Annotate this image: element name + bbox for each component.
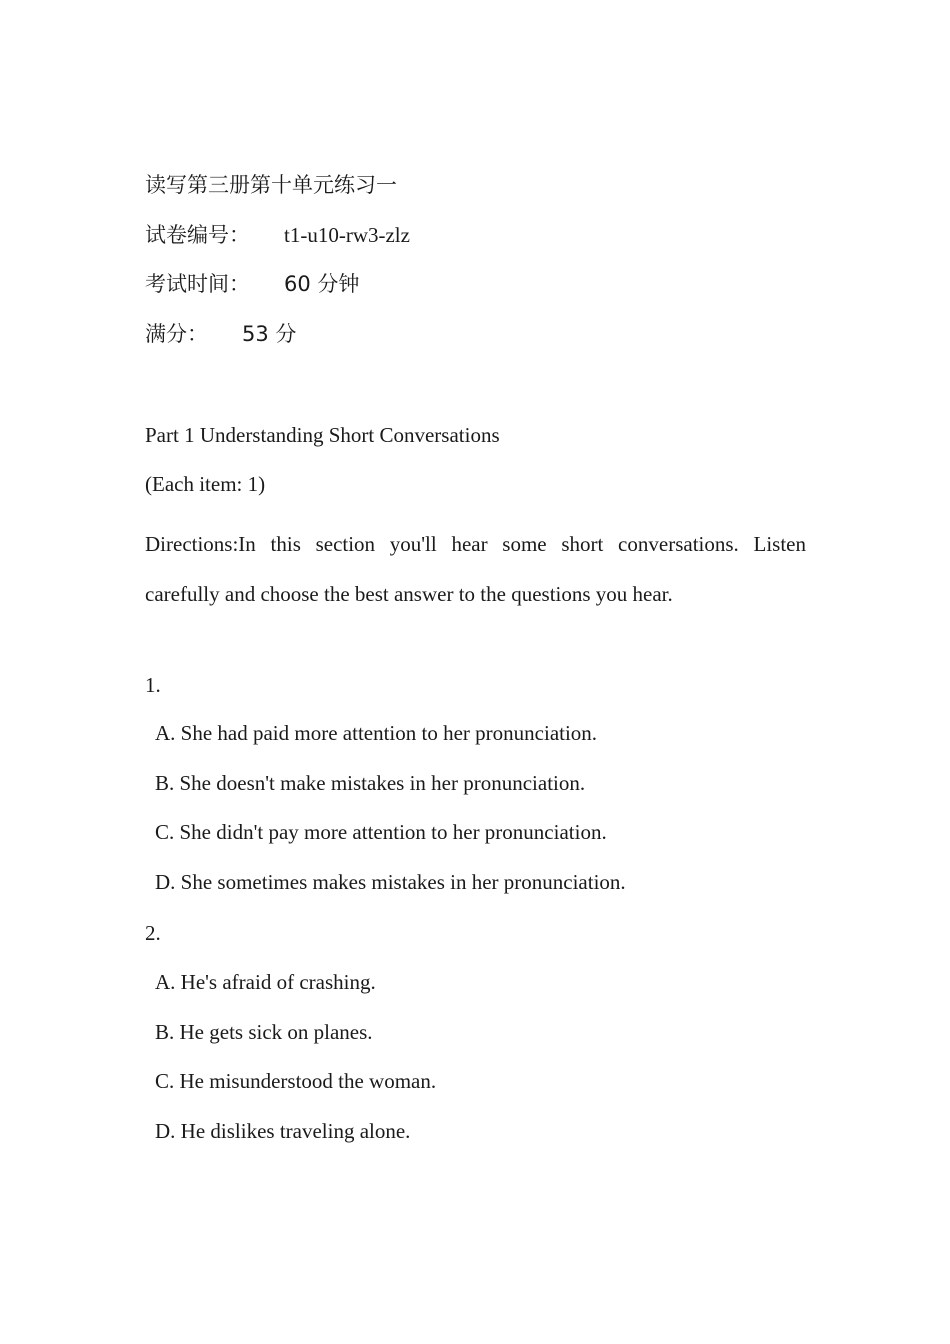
full-score-row [145,321,296,347]
part-title: Part 1 Understanding Short Conversations [145,423,500,447]
answer-option: C. He misunderstood the woman. [155,1069,437,1093]
full-score-value: 53 分 [242,322,297,346]
exam-title: 读写第三册第十单元练习一 [145,173,397,197]
question-number: 1. [145,673,161,697]
paper-id-label: 试卷编号： [145,223,250,247]
paper-id-value: t1-u10-rw3-zlz [284,223,410,247]
answer-option: B. He gets sick on planes. [155,1020,373,1044]
answer-option: A. She had paid more attention to her pronunciation. [155,721,598,745]
answer-option: D. She sometimes makes mistakes in her pronunciation. [155,870,626,894]
answer-option: D. He dislikes traveling alone. [155,1119,411,1143]
exam-time-label: 考试时间： [145,272,250,296]
paper-id-row [145,222,410,248]
answer-option: C. She didn't pay more attention to her pronunciation. [155,820,607,844]
full-score-label: 满分： [145,322,208,346]
directions-text: Directions:In this section you'll hear some short conversations. Listen carefully and choose the best answer to the questions you hear. [145,532,806,606]
item-score-note: (Each item: 1) [145,472,266,496]
exam-time-value: 60 分钟 [284,272,360,296]
answer-option: B. She doesn't make mistakes in her pronunciation. [155,771,586,795]
answer-option: A. He's afraid of crashing. [155,970,376,994]
exam-time-row [145,271,359,297]
question-number: 2. [145,921,161,945]
